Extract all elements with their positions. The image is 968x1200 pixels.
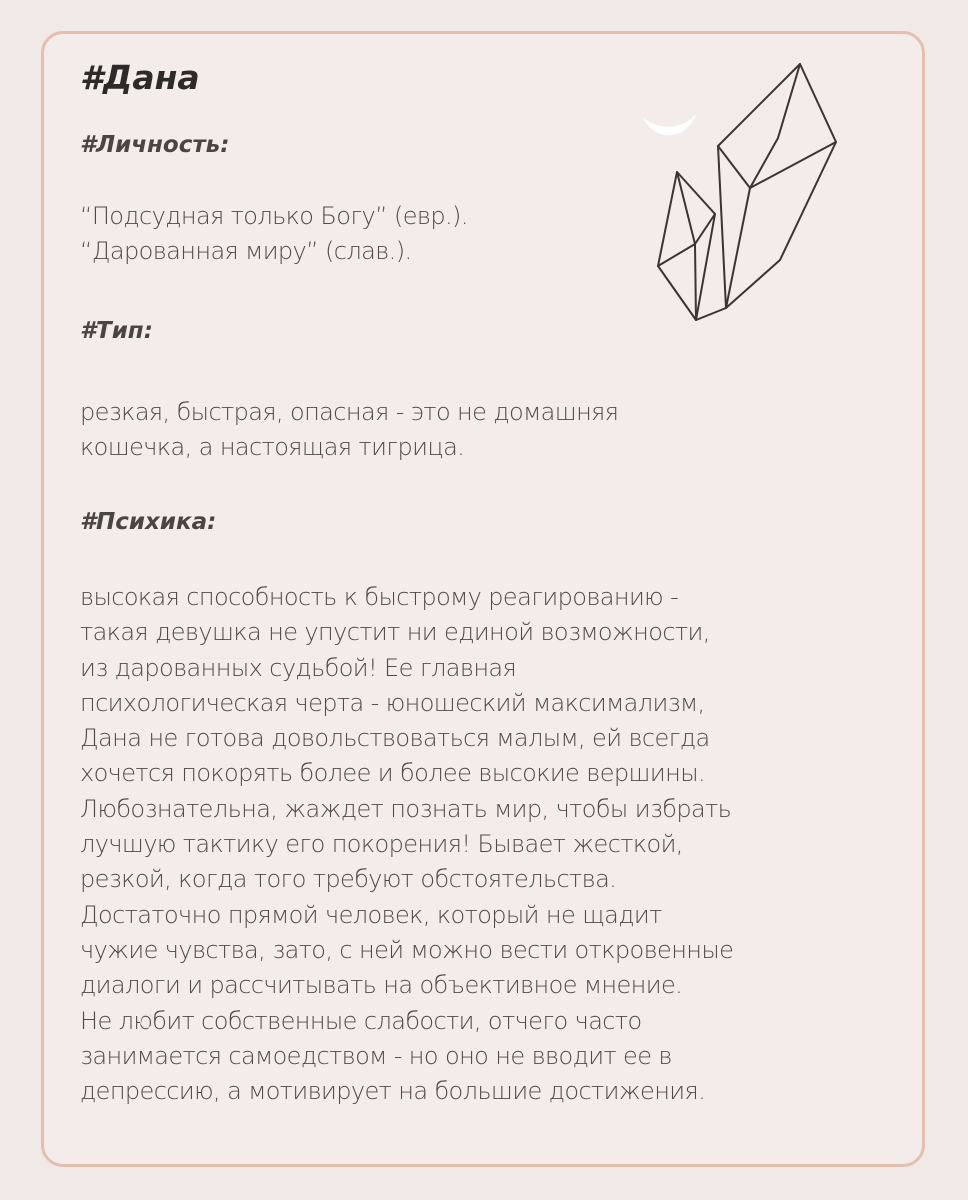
text-line: хочется покорять более и более высокие вершины. — [80, 759, 706, 788]
text-line: занимается самоедством - но оно не вводит ее в — [80, 1041, 672, 1070]
section-heading-type: #Тип: — [80, 318, 153, 344]
text-line: такая девушка не упустит ни единой возможности, — [80, 618, 710, 647]
text-line: чужие чувства, зато, с ней можно вести откровенные — [80, 935, 734, 964]
text-line: из дарованных судьбой! Ее главная — [80, 653, 517, 682]
text-line: “Подсудная только Богу” (евр.). — [80, 202, 468, 230]
crystal-cluster-icon — [630, 58, 850, 338]
text-line: диалоги и рассчитывать на объективное мнение. — [80, 971, 683, 1000]
text-line: резкой, когда того требуют обстоятельства. — [80, 865, 617, 894]
text-line: лучшую тактику его покорения! Бывает жесткой, — [80, 830, 683, 859]
section-heading-psyche: #Психика: — [80, 509, 217, 535]
text-line: высокая способность к быстрому реагированию - — [80, 583, 679, 611]
personality-text — [80, 199, 468, 270]
text-line: кошечка, а настоящая тигрица. — [80, 433, 465, 462]
text-line: Любознательна, жаждет познать мир, чтобы избрать — [80, 794, 732, 823]
text-line: Не любит собственные слабости, отчего часто — [80, 1006, 642, 1035]
page-title: #Дана — [80, 58, 200, 97]
text-line: “Дарованная миру” (слав.). — [80, 237, 412, 266]
type-text — [80, 395, 618, 466]
text-line: психологическая черта - юношеский максимализм, — [80, 688, 705, 717]
text-line: депрессию, а мотивирует на большие достижения. — [80, 1077, 706, 1106]
text-line: резкая, быстрая, опасная - это не домашняя — [80, 398, 619, 426]
text-line: Дана не готова довольствоваться малым, ей всегда — [80, 724, 710, 753]
faint-circle-mark — [140, 1014, 154, 1028]
section-heading-personality: #Личность: — [80, 132, 230, 158]
psyche-text — [80, 580, 733, 1109]
text-line: Достаточно прямой человек, который не щадит — [80, 900, 662, 929]
